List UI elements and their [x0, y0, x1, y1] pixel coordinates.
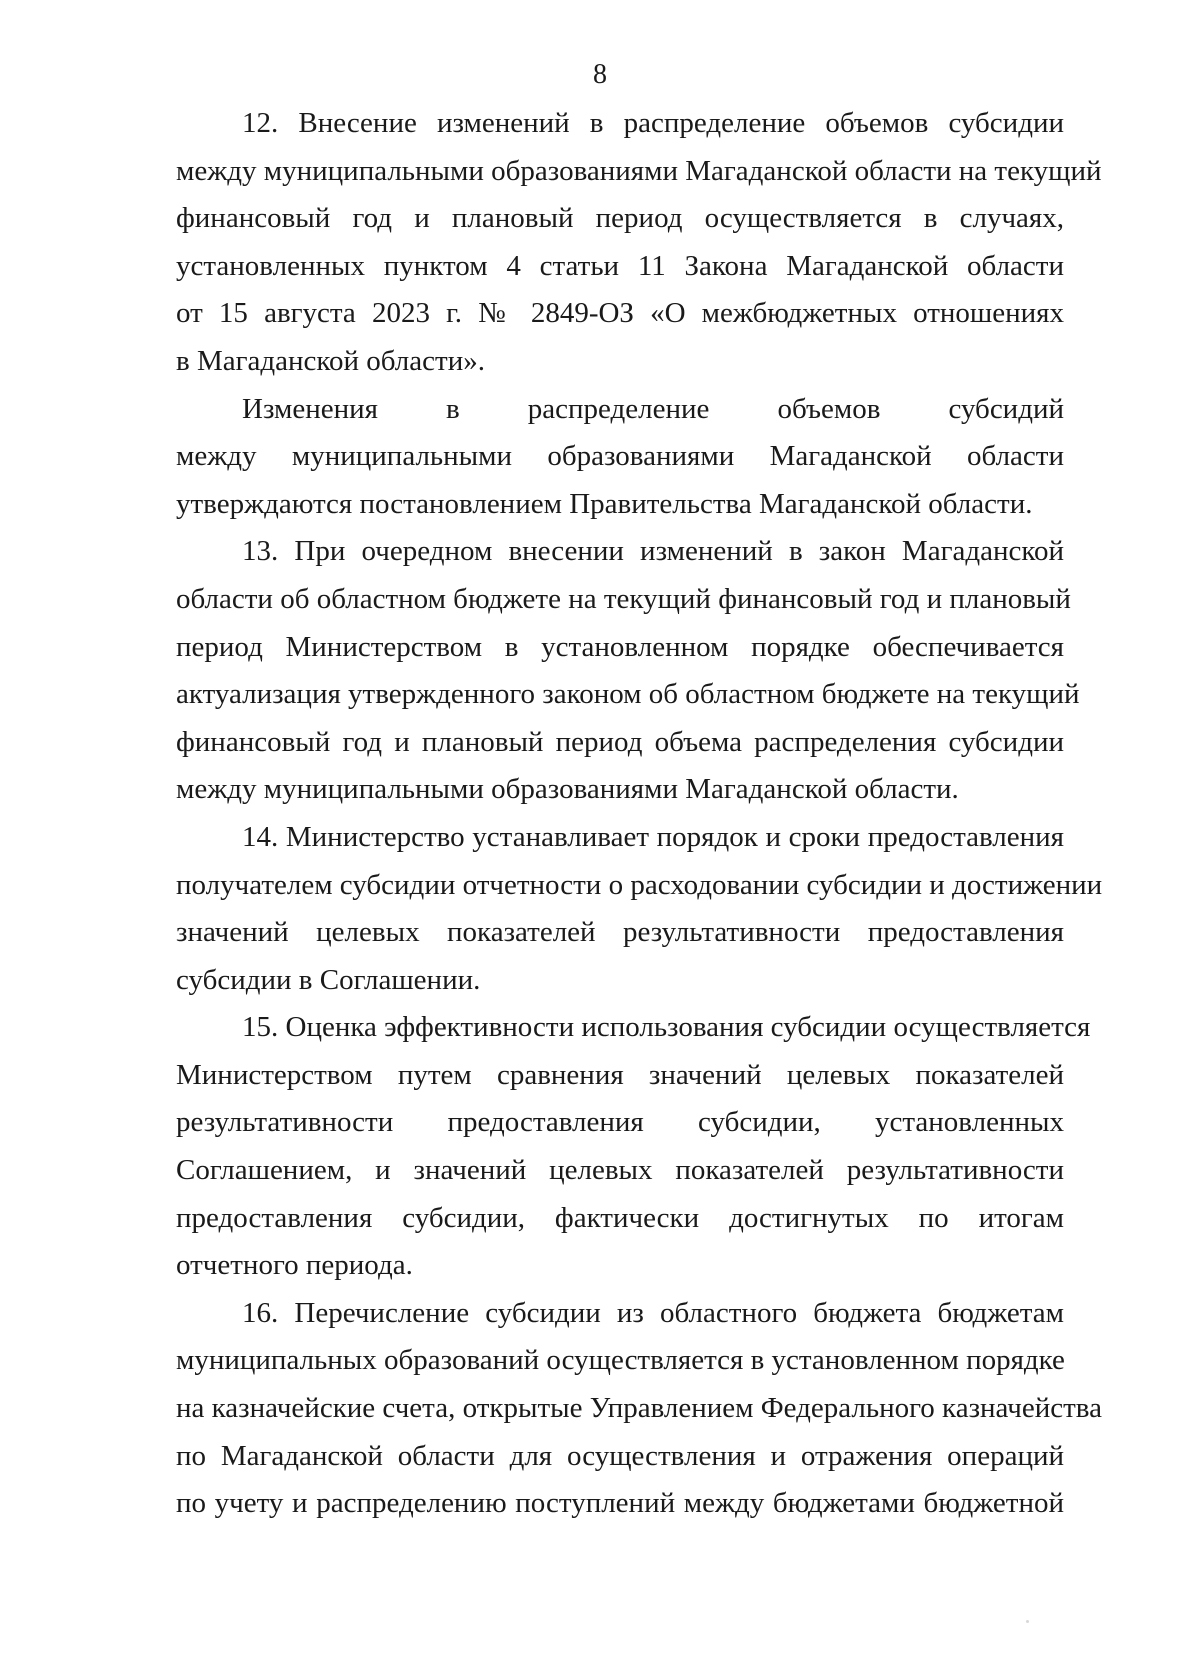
text-line: Министерством путем сравнения значений целевых показателей — [176, 1058, 1064, 1091]
text-line: 12. Внесение изменений в распределение объемов субсидии — [242, 107, 1064, 139]
text-line: 15. Оценка эффективности использования субсидии осуществляется — [242, 1011, 1091, 1044]
text-line: по Магаданской области для осуществления и отражения операций — [176, 1439, 1064, 1472]
paragraph-16 — [176, 1290, 1102, 1528]
text-line: получателем субсидии отчетности о расходовании субсидии и достижении — [176, 868, 1103, 901]
text-line: 14. Министерство устанавливает порядок и сроки предоставления — [242, 820, 1064, 853]
text-line: в Магаданской области». — [176, 344, 485, 377]
text-line: финансовый год и плановый период объема распределения субсидии — [176, 725, 1064, 758]
text-line: субсидии в Соглашении. — [176, 963, 481, 996]
text-line: отчетного периода. — [176, 1249, 413, 1282]
paragraph-13 — [176, 528, 1080, 814]
text-line: на казначейские счета, открытые Управлением Федерального казначейства — [176, 1392, 1102, 1425]
text-line: актуализация утвержденного законом об областном бюджете на текущий — [176, 678, 1080, 711]
text-line: предоставления субсидии, фактически достигнутых по итогам — [176, 1201, 1064, 1234]
paragraph-14 — [176, 814, 1103, 1004]
text-line: установленных пунктом 4 статьи 11 Закона Магаданской области — [176, 249, 1064, 282]
paragraph-12 — [176, 100, 1102, 386]
text-line: между муниципальными образованиями Магаданской области. — [176, 773, 959, 806]
text-line: 13. При очередном внесении изменений в закон Магаданской — [242, 535, 1064, 568]
text-line: между муниципальными образованиями Магаданской области — [176, 440, 1064, 473]
text-line: период Министерством в установленном порядке обеспечивается — [176, 630, 1064, 663]
text-line: 16. Перечисление субсидии из областного бюджета бюджетам — [242, 1296, 1064, 1329]
text-line: финансовый год и плановый период осуществляется в случаях, — [176, 202, 1064, 235]
text-line: по учету и распределению поступлений между бюджетами бюджетной — [176, 1487, 1064, 1520]
document-body — [176, 100, 1103, 1528]
text-line: между муниципальными образованиями Магаданской области на текущий — [176, 154, 1102, 187]
paragraph-changes — [176, 386, 1064, 529]
text-line: результативности предоставления субсидии, установленных — [176, 1106, 1064, 1139]
text-line: утверждаются постановлением Правительства Магаданской области. — [176, 487, 1033, 520]
text-line: значений целевых показателей результативности предоставления — [176, 916, 1064, 949]
paragraph-15 — [176, 1004, 1091, 1290]
text-line: от 15 августа 2023 г. № 2849-ОЗ «О межбюджетных отношениях — [176, 297, 1064, 330]
text-line: муниципальных образований осуществляется в установленном порядке — [176, 1344, 1065, 1377]
page-number: 8 — [593, 59, 607, 90]
scan-artifact — [1026, 1620, 1029, 1623]
text-line: области об областном бюджете на текущий финансовый год и плановый — [176, 582, 1071, 615]
text-line: Изменения в распределение объемов субсидий — [242, 392, 1064, 425]
text-line: Соглашением, и значений целевых показателей результативности — [176, 1154, 1064, 1187]
